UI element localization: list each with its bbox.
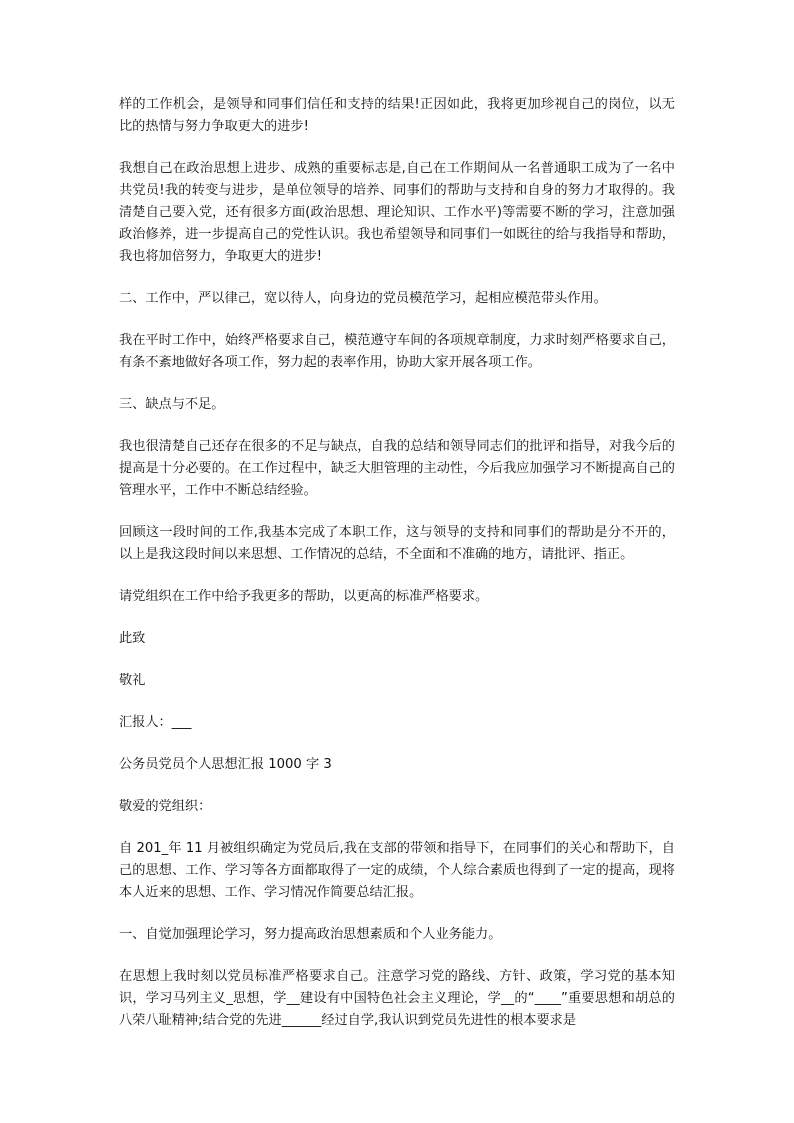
closing-regards: 敬礼 <box>119 673 146 688</box>
paragraph-theory-study: 在思想上我时刻以党员标准严格要求自己。注意学习党的路线、方针、政策，学习党的基本知识，学习马列主义_思想，学__建设有中国特色社会主义理论，学__的“____”重要思想和胡总的八荣八耻精神;结合党的先进______经过自学,我认识到党员先进性的根本要求是 <box>119 969 675 1028</box>
paragraph-shortcomings: 我也很清楚自己还存在很多的不足与缺点，自我的总结和领导同志们的批评和指导，对我今后的提高是十分必要的。在工作过程中，缺乏大胆管理的主动性，今后我应加强学习不断提高自己的管理水平，工作中不断总结经验。 <box>119 439 675 498</box>
document-title: 公务员党员个人思想汇报 1000 字 3 <box>119 757 332 772</box>
paragraph-gratitude-closing: 样的工作机会，是领导和同事们信任和支持的结果!正因如此，我将更加珍视自己的岗位，以无比的热情与努力争取更大的进步! <box>119 97 675 134</box>
section-heading-shortcomings: 三、缺点与不足。 <box>119 397 225 412</box>
paragraph-introduction: 自 201_年 11 月被组织确定为党员后,我在支部的带领和指导下，在同事们的关心和帮助下，自己的思想、工作、学习等各方面都取得了一定的成绩，个人综合素质也得到了一定的提高，现将本人近来的思想、工作、学习情况作简要总结汇报。 <box>119 841 675 900</box>
paragraph-political-progress: 我想自己在政治思想上进步、成熟的重要标志是,自己在工作期间从一名普通职工成为了一名中共党员!我的转变与进步，是单位领导的培养、同事们的帮助与支持和自身的努力才取得的。我清楚自己要入党，还有很多方面(政治思想、理论知识、工作水平)等需要不断的学习，注意加强政治修养，进一步提高自己的党性认识。我也希望领导和同事们一如既往的给与我指导和帮助，我也将加倍努力，争取更大的进步! <box>119 161 675 264</box>
greeting: 敬爱的党组织： <box>119 799 212 814</box>
reporter-signature-line: 汇报人：___ <box>119 715 192 730</box>
section-heading-theory-study: 一、自觉加强理论学习，努力提高政治思想素质和个人业务能力。 <box>119 927 502 942</box>
document-page <box>119 94 675 1032</box>
paragraph-review: 回顾这一段时间的工作,我基本完成了本职工作，这与领导的支持和同事们的帮助是分不开的，以上是我这段时间以来思想、工作情况的总结，不全面和不准确的地方，请批评、指正。 <box>119 525 675 562</box>
closing-salutation: 此致 <box>119 631 146 646</box>
paragraph-request: 请党组织在工作中给予我更多的帮助，以更高的标准严格要求。 <box>119 589 489 604</box>
paragraph-work-conduct: 我在平时工作中，始终严格要求自己，模范遵守车间的各项规章制度，力求时刻严格要求自己，有条不紊地做好各项工作，努力起的表率作用，协助大家开展各项工作。 <box>119 333 675 370</box>
section-heading-work: 二、工作中，严以律己，宽以待人，向身边的党员模范学习，起相应模范带头作用。 <box>119 291 607 306</box>
